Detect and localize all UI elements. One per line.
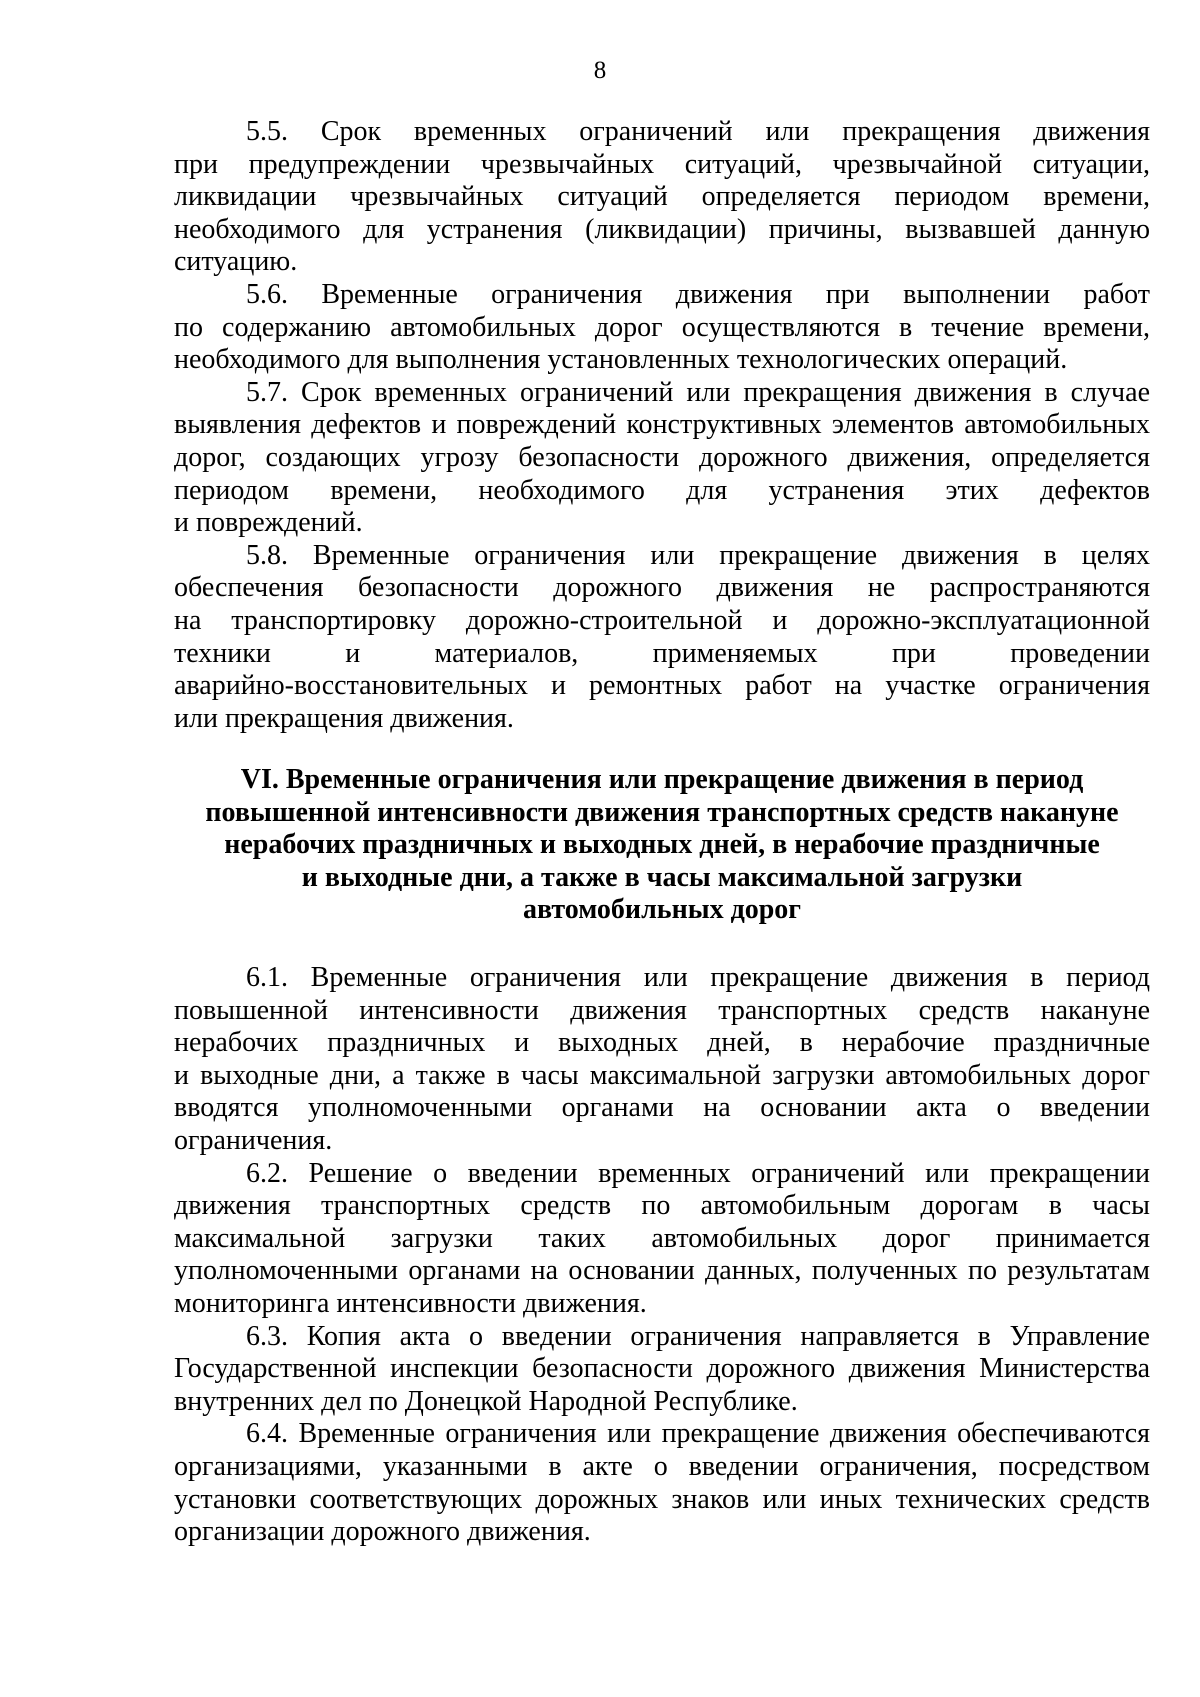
heading-line: VI. Временные ограничения или прекращение движения в период xyxy=(240,764,1084,795)
paragraph-line: Государственной инспекции безопасности дорожного движения Министерства xyxy=(174,1353,1150,1385)
paragraph-line: 6.4. Временные ограничения или прекращение движения обеспечиваются xyxy=(246,1418,1150,1450)
paragraph-line: дорог, создающих угрозу безопасности дорожного движения, определяется xyxy=(174,441,1150,473)
paragraph-line: 5.8. Временные ограничения или прекращение движения в целях xyxy=(246,539,1150,571)
paragraph-line: 5.5. Срок временных ограничений или прекращения движения xyxy=(246,116,1150,147)
page-number: 8 xyxy=(593,57,607,84)
paragraph-5-5 xyxy=(174,116,1150,279)
paragraph-line: обеспечения безопасности дорожного движения не распространяются xyxy=(174,572,1150,604)
paragraph-6-1 xyxy=(174,962,1150,1158)
paragraph-line: аварийно-восстановительных и ремонтных работ на участке ограничения xyxy=(174,670,1150,702)
paragraph-line: 5.6. Временные ограничения движения при выполнении работ xyxy=(246,278,1150,310)
paragraph-line: внутренних дел по Донецкой Народной Республике. xyxy=(174,1385,798,1417)
paragraph-line: и повреждений. xyxy=(174,507,363,539)
paragraph-line: максимальной загрузки таких автомобильных дорог принимается xyxy=(174,1222,1150,1254)
paragraph-line: или прекращения движения. xyxy=(174,702,514,734)
paragraph-line: на транспортировку дорожно-строительной и дорожно-эксплуатационной xyxy=(174,604,1150,636)
heading-line: нерабочих праздничных и выходных дней, в нерабочие праздничные xyxy=(224,829,1100,861)
paragraph-5-6 xyxy=(174,279,1150,377)
paragraph-line: периодом времени, необходимого для устранения этих дефектов xyxy=(174,474,1150,506)
paragraph-6-3 xyxy=(174,1321,1150,1419)
paragraph-line: 5.7. Срок временных ограничений или прекращения движения в случае xyxy=(246,376,1150,408)
paragraph-line: уполномоченными органами на основании данных, полученных по результатам xyxy=(174,1255,1150,1287)
paragraph-line: необходимого для выполнения установленных технологических операций. xyxy=(174,344,1068,376)
paragraph-line: ситуацию. xyxy=(174,246,298,278)
paragraph-line: при предупреждении чрезвычайных ситуаций, чрезвычайной ситуации, xyxy=(174,148,1150,180)
paragraph-line: и выходные дни, а также в часы максимальной загрузки автомобильных дорог xyxy=(174,1059,1150,1091)
paragraph-line: организациями, указанными в акте о введении ограничения, посредством xyxy=(174,1450,1150,1482)
paragraph-line: необходимого для устранения (ликвидации) причины, вызвавшей данную xyxy=(174,213,1150,245)
paragraph-line: нерабочих праздничных и выходных дней, в нерабочие праздничные xyxy=(174,1027,1150,1059)
paragraph-6-4 xyxy=(174,1418,1150,1548)
paragraph-line: ликвидации чрезвычайных ситуаций определяется периодом времени, xyxy=(174,181,1150,213)
paragraph-line: 6.2. Решение о введении временных ограничений или прекращении xyxy=(246,1157,1150,1189)
section-6-body xyxy=(174,962,1150,1549)
paragraph-line: по содержанию автомобильных дорог осуществляются в течение времени, xyxy=(174,311,1150,343)
heading-line: автомобильных дорог xyxy=(522,894,802,926)
paragraph-6-2 xyxy=(174,1158,1150,1321)
paragraph-line: повышенной интенсивности движения транспортных средств накануне xyxy=(174,994,1150,1026)
paragraph-line: вводятся уполномоченными органами на основании акта о введении xyxy=(174,1092,1150,1124)
paragraph-line: 6.1. Временные ограничения или прекращение движения в период xyxy=(246,962,1150,993)
heading-line: повышенной интенсивности движения транспортных средств накануне xyxy=(205,796,1119,828)
paragraph-line: техники и материалов, применяемых при проведении xyxy=(174,637,1150,669)
paragraph-line: организации дорожного движения. xyxy=(174,1516,591,1548)
section-6-heading xyxy=(174,764,1150,927)
paragraph-5-8 xyxy=(174,540,1150,736)
paragraph-line: выявления дефектов и повреждений конструктивных элементов автомобильных xyxy=(174,409,1150,441)
section-5-body xyxy=(174,116,1150,735)
paragraph-line: ограничения. xyxy=(174,1124,333,1156)
paragraph-line: движения транспортных средств по автомобильным дорогам в часы xyxy=(174,1190,1150,1222)
paragraph-line: мониторинга интенсивности движения. xyxy=(174,1287,647,1319)
heading-line: и выходные дни, а также в часы максимальной загрузки xyxy=(301,861,1023,893)
paragraph-line: 6.3. Копия акта о введении ограничения направляется в Управление xyxy=(246,1320,1150,1352)
paragraph-5-7 xyxy=(174,377,1150,540)
paragraph-line: установки соответствующих дорожных знаков или иных технических средств xyxy=(174,1483,1150,1515)
